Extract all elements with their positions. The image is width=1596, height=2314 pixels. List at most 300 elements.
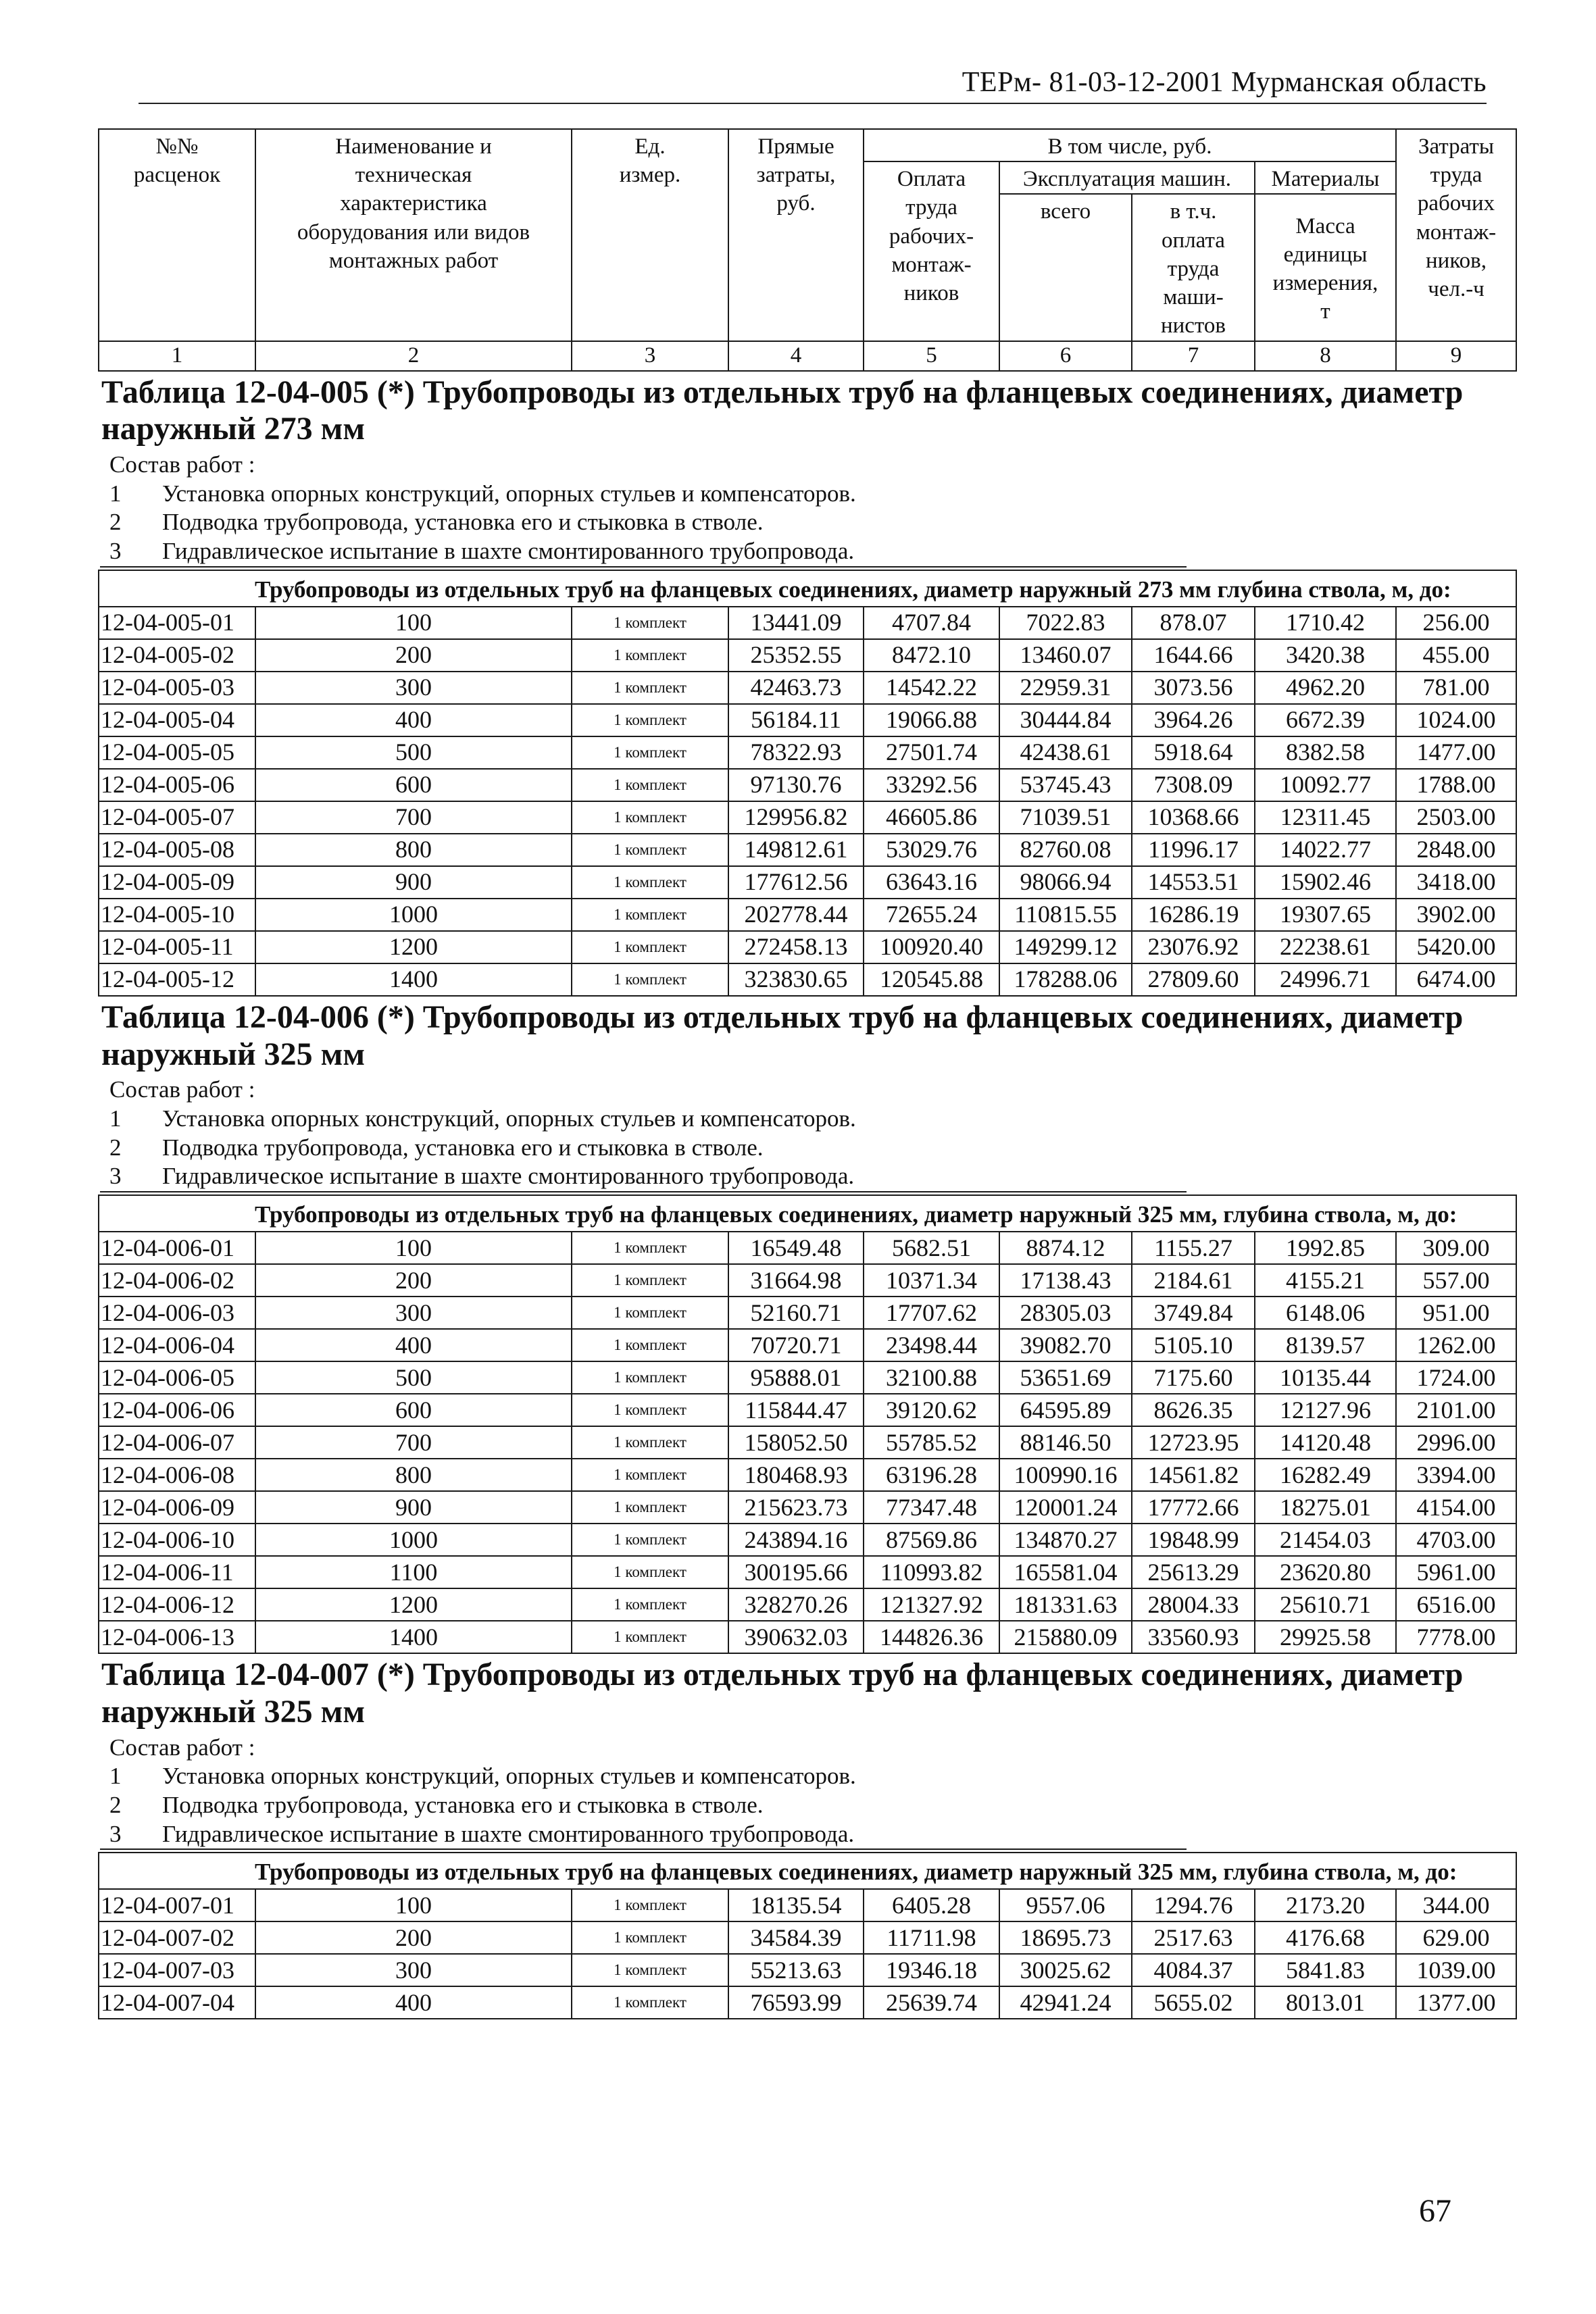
- machines-cost: 134870.27: [999, 1524, 1132, 1556]
- wages-cost: 5682.51: [864, 1232, 999, 1264]
- machines-cost: 98066.94: [999, 866, 1132, 899]
- rate-code: 12-04-005-10: [99, 899, 255, 931]
- unit-cell: 1 комплект: [572, 1232, 728, 1264]
- machinist-wages: 3073.56: [1132, 672, 1255, 704]
- composition-text: Гидравлическое испытание в шахте смонтированного трубопровода.: [162, 538, 855, 565]
- wages-cost: 100920.40: [864, 931, 999, 963]
- header-name: Наименование и техническая характеристика оборудования или видов монтажных работ: [255, 129, 572, 341]
- table-title-row: [99, 1653, 1516, 1732]
- labor-hours: 6474.00: [1396, 963, 1516, 996]
- shaft-depth: 1100: [255, 1556, 572, 1588]
- header-mach-total: всего: [999, 194, 1132, 341]
- direct-cost: 78322.93: [728, 736, 864, 769]
- materials-cost: 1992.85: [1255, 1232, 1396, 1264]
- labor-hours: 6516.00: [1396, 1588, 1516, 1621]
- materials-cost: 8382.58: [1255, 736, 1396, 769]
- labor-hours: 3418.00: [1396, 866, 1516, 899]
- machinist-wages: 5655.02: [1132, 1986, 1255, 2019]
- labor-hours: 1024.00: [1396, 704, 1516, 736]
- header-unit: Ед. измер.: [572, 129, 728, 341]
- shaft-depth: 800: [255, 1459, 572, 1491]
- labor-hours: 3394.00: [1396, 1459, 1516, 1491]
- direct-cost: 55213.63: [728, 1954, 864, 1986]
- direct-cost: 34584.39: [728, 1921, 864, 1954]
- direct-cost: 42463.73: [728, 672, 864, 704]
- composition-number: 2: [109, 509, 122, 536]
- direct-cost: 70720.71: [728, 1329, 864, 1361]
- unit-cell: 1 комплект: [572, 639, 728, 672]
- composition-text: Установка опорных конструкций, опорных стульев и компенсаторов.: [162, 1105, 856, 1132]
- table-row: [99, 899, 1516, 931]
- wages-cost: 4707.84: [864, 607, 999, 639]
- materials-cost: 22238.61: [1255, 931, 1396, 963]
- table-row: [99, 1986, 1516, 2019]
- unit-cell: 1 комплект: [572, 866, 728, 899]
- labor-hours: 5420.00: [1396, 931, 1516, 963]
- machinist-wages: 33560.93: [1132, 1621, 1255, 1653]
- machinist-wages: 5918.64: [1132, 736, 1255, 769]
- shaft-depth: 800: [255, 834, 572, 866]
- wages-cost: 25639.74: [864, 1986, 999, 2019]
- machinist-wages: 25613.29: [1132, 1556, 1255, 1588]
- header-incl: В том числе, руб.: [864, 129, 1396, 161]
- labor-hours: 3902.00: [1396, 899, 1516, 931]
- machines-cost: 22959.31: [999, 672, 1132, 704]
- table-subheading: Трубопроводы из отдельных труб на фланцевых соединениях, диаметр наружный 325 мм, глубина ствола, м, до:: [99, 1195, 1516, 1232]
- machines-cost: 28305.03: [999, 1297, 1132, 1329]
- composition-number: 3: [109, 1163, 122, 1190]
- subheading-row: [99, 1853, 1516, 1889]
- rate-code: 12-04-007-04: [99, 1986, 255, 2019]
- machinist-wages: 3964.26: [1132, 704, 1255, 736]
- machinist-wages: 7308.09: [1132, 769, 1255, 801]
- unit-cell: 1 комплект: [572, 1556, 728, 1588]
- wages-cost: 14542.22: [864, 672, 999, 704]
- wages-cost: 55785.52: [864, 1426, 999, 1459]
- wages-cost: 53029.76: [864, 834, 999, 866]
- rate-code: 12-04-006-09: [99, 1491, 255, 1524]
- rate-code: 12-04-005-01: [99, 607, 255, 639]
- composition-item: [109, 508, 1511, 537]
- labor-hours: 7778.00: [1396, 1621, 1516, 1653]
- composition-row: [99, 1732, 1516, 1853]
- wages-cost: 6405.28: [864, 1889, 999, 1921]
- table-row: [99, 1232, 1516, 1264]
- wages-cost: 19066.88: [864, 704, 999, 736]
- table-row: [99, 1426, 1516, 1459]
- machines-cost: 13460.07: [999, 639, 1132, 672]
- rate-code: 12-04-005-11: [99, 931, 255, 963]
- table-row: [99, 1524, 1516, 1556]
- table-row: [99, 607, 1516, 639]
- rate-code: 12-04-005-04: [99, 704, 255, 736]
- table-row: [99, 1264, 1516, 1297]
- shaft-depth: 1400: [255, 963, 572, 996]
- labor-hours: 1039.00: [1396, 1954, 1516, 1986]
- wages-cost: 10371.34: [864, 1264, 999, 1297]
- shaft-depth: 700: [255, 1426, 572, 1459]
- table-row: [99, 1297, 1516, 1329]
- unit-cell: 1 комплект: [572, 1459, 728, 1491]
- machinist-wages: 3749.84: [1132, 1297, 1255, 1329]
- wages-cost: 63196.28: [864, 1459, 999, 1491]
- direct-cost: 18135.54: [728, 1889, 864, 1921]
- materials-cost: 5841.83: [1255, 1954, 1396, 1986]
- table-row: [99, 1921, 1516, 1954]
- labor-hours: 2996.00: [1396, 1426, 1516, 1459]
- unit-cell: 1 комплект: [572, 1491, 728, 1524]
- machines-cost: 18695.73: [999, 1921, 1132, 1954]
- materials-cost: 21454.03: [1255, 1524, 1396, 1556]
- unit-cell: 1 комплект: [572, 1361, 728, 1394]
- wages-cost: 72655.24: [864, 899, 999, 931]
- machinist-wages: 7175.60: [1132, 1361, 1255, 1394]
- shaft-depth: 200: [255, 1264, 572, 1297]
- rate-code: 12-04-005-07: [99, 801, 255, 834]
- machines-cost: 39082.70: [999, 1329, 1132, 1361]
- direct-cost: 390632.03: [728, 1621, 864, 1653]
- machines-cost: 64595.89: [999, 1394, 1132, 1426]
- materials-cost: 12127.96: [1255, 1394, 1396, 1426]
- labor-hours: 1377.00: [1396, 1986, 1516, 2019]
- materials-cost: 16282.49: [1255, 1459, 1396, 1491]
- labor-hours: 2848.00: [1396, 834, 1516, 866]
- direct-cost: 158052.50: [728, 1426, 864, 1459]
- unit-cell: 1 комплект: [572, 1889, 728, 1921]
- materials-cost: 23620.80: [1255, 1556, 1396, 1588]
- shaft-depth: 1200: [255, 931, 572, 963]
- direct-cost: 56184.11: [728, 704, 864, 736]
- shaft-depth: 1000: [255, 899, 572, 931]
- direct-cost: 272458.13: [728, 931, 864, 963]
- machines-cost: 165581.04: [999, 1556, 1132, 1588]
- shaft-depth: 900: [255, 866, 572, 899]
- direct-cost: 31664.98: [728, 1264, 864, 1297]
- rate-code: 12-04-006-03: [99, 1297, 255, 1329]
- page-number: 67: [1419, 2193, 1451, 2229]
- machines-cost: 17138.43: [999, 1264, 1132, 1297]
- work-composition: [99, 449, 1516, 570]
- wages-cost: 19346.18: [864, 1954, 999, 1986]
- shaft-depth: 600: [255, 1394, 572, 1426]
- labor-hours: 1788.00: [1396, 769, 1516, 801]
- materials-cost: 19307.65: [1255, 899, 1396, 931]
- shaft-depth: 400: [255, 1986, 572, 2019]
- work-composition: [99, 1074, 1516, 1195]
- machines-cost: 9557.06: [999, 1889, 1132, 1921]
- direct-cost: 149812.61: [728, 834, 864, 866]
- unit-cell: 1 комплект: [572, 1621, 728, 1653]
- composition-label: Состав работ :: [109, 1076, 255, 1103]
- table-title-row: [99, 371, 1516, 449]
- composition-item: [100, 1162, 1187, 1192]
- wages-cost: 17707.62: [864, 1297, 999, 1329]
- wages-cost: 110993.82: [864, 1556, 999, 1588]
- labor-hours: 1262.00: [1396, 1329, 1516, 1361]
- rate-code: 12-04-006-06: [99, 1394, 255, 1426]
- composition-number: 1: [109, 480, 122, 507]
- materials-cost: 29925.58: [1255, 1621, 1396, 1653]
- rate-code: 12-04-006-08: [99, 1459, 255, 1491]
- composition-number: 3: [109, 1820, 122, 1847]
- rate-code: 12-04-006-07: [99, 1426, 255, 1459]
- machines-cost: 53745.43: [999, 769, 1132, 801]
- machinist-wages: 11996.17: [1132, 834, 1255, 866]
- unit-cell: 1 комплект: [572, 834, 728, 866]
- labor-hours: 256.00: [1396, 607, 1516, 639]
- table-row: [99, 1329, 1516, 1361]
- direct-cost: 97130.76: [728, 769, 864, 801]
- direct-cost: 243894.16: [728, 1524, 864, 1556]
- rate-code: 12-04-006-04: [99, 1329, 255, 1361]
- machinist-wages: 1294.76: [1132, 1889, 1255, 1921]
- machines-cost: 178288.06: [999, 963, 1132, 996]
- labor-hours: 1724.00: [1396, 1361, 1516, 1394]
- direct-cost: 16549.48: [728, 1232, 864, 1264]
- labor-hours: 4703.00: [1396, 1524, 1516, 1556]
- labor-hours: 951.00: [1396, 1297, 1516, 1329]
- table-subheading: Трубопроводы из отдельных труб на фланцевых соединениях, диаметр наружный 325 мм, глубина ствола, м, до:: [99, 1853, 1516, 1889]
- shaft-depth: 400: [255, 1329, 572, 1361]
- wages-cost: 27501.74: [864, 736, 999, 769]
- composition-text: Подводка трубопровода, установка его и стыковка в стволе.: [162, 509, 764, 536]
- materials-cost: 18275.01: [1255, 1491, 1396, 1524]
- table-title: Таблица 12-04-005 (*) Трубопроводы из отдельных труб на фланцевых соединениях, диаметр наружный 273 мм: [99, 371, 1516, 449]
- machines-cost: 120001.24: [999, 1491, 1132, 1524]
- header-materials: Материалы: [1255, 161, 1396, 194]
- labor-hours: 557.00: [1396, 1264, 1516, 1297]
- composition-item: [100, 1820, 1187, 1851]
- composition-number: 3: [109, 538, 122, 565]
- shaft-depth: 100: [255, 607, 572, 639]
- wages-cost: 46605.86: [864, 801, 999, 834]
- table-row: [99, 736, 1516, 769]
- machinist-wages: 19848.99: [1132, 1524, 1255, 1556]
- column-numbers-row: [99, 341, 1516, 371]
- composition-number: 1: [109, 1763, 122, 1790]
- table-row: [99, 931, 1516, 963]
- column-number: 5: [864, 341, 999, 371]
- column-number: 7: [1132, 341, 1255, 371]
- labor-hours: 455.00: [1396, 639, 1516, 672]
- table-row: [99, 1361, 1516, 1394]
- machinist-wages: 14561.82: [1132, 1459, 1255, 1491]
- unit-cell: 1 комплект: [572, 607, 728, 639]
- labor-hours: 4154.00: [1396, 1491, 1516, 1524]
- composition-number: 2: [109, 1134, 122, 1161]
- table-row: [99, 1394, 1516, 1426]
- header-labor: Затраты труда рабочих монтаж- ников, чел.-ч: [1396, 129, 1516, 341]
- direct-cost: 25352.55: [728, 639, 864, 672]
- table-row: [99, 769, 1516, 801]
- machinist-wages: 23076.92: [1132, 931, 1255, 963]
- column-number: 4: [728, 341, 864, 371]
- rate-code: 12-04-005-02: [99, 639, 255, 672]
- wages-cost: 32100.88: [864, 1361, 999, 1394]
- machinist-wages: 17772.66: [1132, 1491, 1255, 1524]
- shaft-depth: 1000: [255, 1524, 572, 1556]
- running-head: ТЕРм- 81-03-12-2001 Мурманская область: [962, 67, 1487, 98]
- direct-cost: 52160.71: [728, 1297, 864, 1329]
- machines-cost: 149299.12: [999, 931, 1132, 963]
- machines-cost: 7022.83: [999, 607, 1132, 639]
- composition-number: 2: [109, 1792, 122, 1819]
- machinist-wages: 10368.66: [1132, 801, 1255, 834]
- column-number: 6: [999, 341, 1132, 371]
- labor-hours: 2101.00: [1396, 1394, 1516, 1426]
- direct-cost: 177612.56: [728, 866, 864, 899]
- unit-cell: 1 комплект: [572, 736, 728, 769]
- unit-cell: 1 комплект: [572, 1264, 728, 1297]
- direct-cost: 115844.47: [728, 1394, 864, 1426]
- direct-cost: 13441.09: [728, 607, 864, 639]
- composition-text: Установка опорных конструкций, опорных стульев и компенсаторов.: [162, 480, 856, 507]
- shaft-depth: 600: [255, 769, 572, 801]
- shaft-depth: 500: [255, 1361, 572, 1394]
- shaft-depth: 500: [255, 736, 572, 769]
- direct-cost: 300195.66: [728, 1556, 864, 1588]
- unit-cell: 1 комплект: [572, 931, 728, 963]
- machines-cost: 53651.69: [999, 1361, 1132, 1394]
- column-number: 3: [572, 341, 728, 371]
- machinist-wages: 1155.27: [1132, 1232, 1255, 1264]
- materials-cost: 8139.57: [1255, 1329, 1396, 1361]
- machines-cost: 30025.62: [999, 1954, 1132, 1986]
- materials-cost: 4155.21: [1255, 1264, 1396, 1297]
- machinist-wages: 5105.10: [1132, 1329, 1255, 1361]
- rate-code: 12-04-006-02: [99, 1264, 255, 1297]
- shaft-depth: 100: [255, 1889, 572, 1921]
- unit-cell: 1 комплект: [572, 1297, 728, 1329]
- wages-cost: 23498.44: [864, 1329, 999, 1361]
- table-row: [99, 1556, 1516, 1588]
- composition-text: Установка опорных конструкций, опорных стульев и компенсаторов.: [162, 1763, 856, 1790]
- machines-cost: 100990.16: [999, 1459, 1132, 1491]
- shaft-depth: 1400: [255, 1621, 572, 1653]
- machinist-wages: 8626.35: [1132, 1394, 1255, 1426]
- rate-code: 12-04-005-05: [99, 736, 255, 769]
- machines-cost: 181331.63: [999, 1588, 1132, 1621]
- header-code: №№ расценок: [99, 129, 255, 341]
- table-row: [99, 1491, 1516, 1524]
- direct-cost: 328270.26: [728, 1588, 864, 1621]
- rate-code: 12-04-005-09: [99, 866, 255, 899]
- composition-row: [99, 1074, 1516, 1195]
- composition-item: [109, 1134, 1511, 1163]
- composition-text: Гидравлическое испытание в шахте смонтированного трубопровода.: [162, 1820, 855, 1847]
- header-mass: Масса единицы измерения, т: [1255, 194, 1396, 341]
- machinist-wages: 27809.60: [1132, 963, 1255, 996]
- header-direct: Прямые затраты, руб.: [728, 129, 864, 341]
- labor-hours: 5961.00: [1396, 1556, 1516, 1588]
- shaft-depth: 400: [255, 704, 572, 736]
- machines-cost: 42941.24: [999, 1986, 1132, 2019]
- rate-code: 12-04-006-11: [99, 1556, 255, 1588]
- column-number: 1: [99, 341, 255, 371]
- unit-cell: 1 комплект: [572, 1329, 728, 1361]
- labor-hours: 344.00: [1396, 1889, 1516, 1921]
- rate-code: 12-04-006-05: [99, 1361, 255, 1394]
- materials-cost: 12311.45: [1255, 801, 1396, 834]
- table-row: [99, 1459, 1516, 1491]
- column-number: 9: [1396, 341, 1516, 371]
- composition-number: 1: [109, 1105, 122, 1132]
- composition-item: [109, 1762, 1511, 1791]
- composition-item: [100, 537, 1187, 568]
- table-title-row: [99, 996, 1516, 1074]
- header-row-1: [99, 129, 1516, 161]
- table-row: [99, 704, 1516, 736]
- unit-cell: 1 комплект: [572, 1954, 728, 1986]
- materials-cost: 15902.46: [1255, 866, 1396, 899]
- shaft-depth: 700: [255, 801, 572, 834]
- shaft-depth: 300: [255, 1954, 572, 1986]
- table-row: [99, 1588, 1516, 1621]
- machinist-wages: 28004.33: [1132, 1588, 1255, 1621]
- unit-cell: 1 комплект: [572, 1588, 728, 1621]
- wages-cost: 120545.88: [864, 963, 999, 996]
- machines-cost: 88146.50: [999, 1426, 1132, 1459]
- table-row: [99, 639, 1516, 672]
- table-row: [99, 866, 1516, 899]
- composition-text: Подводка трубопровода, установка его и стыковка в стволе.: [162, 1792, 764, 1819]
- table-row: [99, 834, 1516, 866]
- rate-code: 12-04-005-03: [99, 672, 255, 704]
- machinist-wages: 14553.51: [1132, 866, 1255, 899]
- direct-cost: 95888.01: [728, 1361, 864, 1394]
- unit-cell: 1 комплект: [572, 1986, 728, 2019]
- materials-cost: 6672.39: [1255, 704, 1396, 736]
- materials-cost: 2173.20: [1255, 1889, 1396, 1921]
- unit-cell: 1 комплект: [572, 704, 728, 736]
- rate-code: 12-04-006-12: [99, 1588, 255, 1621]
- machinist-wages: 2517.63: [1132, 1921, 1255, 1954]
- labor-hours: 309.00: [1396, 1232, 1516, 1264]
- materials-cost: 14022.77: [1255, 834, 1396, 866]
- wages-cost: 144826.36: [864, 1621, 999, 1653]
- rate-code: 12-04-007-03: [99, 1954, 255, 1986]
- materials-cost: 10135.44: [1255, 1361, 1396, 1394]
- machinist-wages: 12723.95: [1132, 1426, 1255, 1459]
- rate-code: 12-04-007-02: [99, 1921, 255, 1954]
- materials-cost: 3420.38: [1255, 639, 1396, 672]
- composition-item: [109, 1791, 1511, 1820]
- shaft-depth: 200: [255, 1921, 572, 1954]
- direct-cost: 202778.44: [728, 899, 864, 931]
- machines-cost: 82760.08: [999, 834, 1132, 866]
- machines-cost: 215880.09: [999, 1621, 1132, 1653]
- unit-cell: 1 комплект: [572, 1921, 728, 1954]
- materials-cost: 8013.01: [1255, 1986, 1396, 2019]
- header-wages: Оплата труда рабочих- монтаж- ников: [864, 161, 999, 341]
- composition-label: Состав работ :: [109, 451, 255, 478]
- machinist-wages: 2184.61: [1132, 1264, 1255, 1297]
- machines-cost: 30444.84: [999, 704, 1132, 736]
- direct-cost: 215623.73: [728, 1491, 864, 1524]
- shaft-depth: 200: [255, 639, 572, 672]
- shaft-depth: 1200: [255, 1588, 572, 1621]
- direct-cost: 323830.65: [728, 963, 864, 996]
- machines-cost: 71039.51: [999, 801, 1132, 834]
- labor-hours: 781.00: [1396, 672, 1516, 704]
- table-title: Таблица 12-04-006 (*) Трубопроводы из отдельных труб на фланцевых соединениях, диаметр наружный 325 мм: [99, 996, 1516, 1074]
- materials-cost: 14120.48: [1255, 1426, 1396, 1459]
- materials-cost: 25610.71: [1255, 1588, 1396, 1621]
- machinist-wages: 4084.37: [1132, 1954, 1255, 1986]
- unit-cell: 1 комплект: [572, 899, 728, 931]
- direct-cost: 76593.99: [728, 1986, 864, 2019]
- header-mach-wages: в т.ч. оплата труда маши- нистов: [1132, 194, 1255, 341]
